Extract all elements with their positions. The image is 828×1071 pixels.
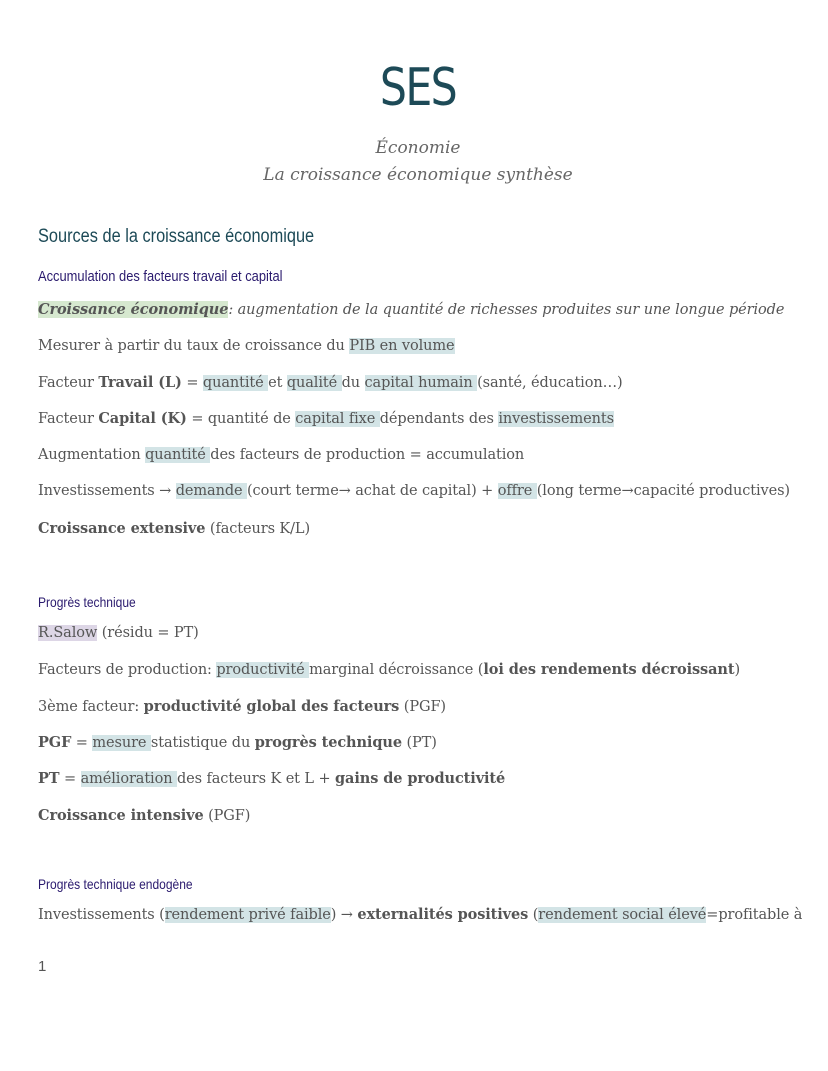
highlight: mesure bbox=[92, 735, 151, 751]
bold-text: PGF bbox=[38, 734, 72, 751]
paragraph-line bbox=[38, 698, 446, 715]
highlight: capital humain bbox=[364, 375, 478, 391]
text: et bbox=[268, 375, 287, 391]
bold-text: Capital (K) bbox=[98, 410, 187, 427]
paragraph-line bbox=[38, 447, 524, 463]
bold-text: loi des rendements décroissant bbox=[483, 661, 735, 678]
text: des facteurs de production = accumulation bbox=[210, 447, 525, 463]
paragraph-line bbox=[38, 483, 790, 499]
subject-line: Économie bbox=[375, 138, 461, 158]
text: marginal décroissance ( bbox=[309, 662, 484, 678]
page-number: 1 bbox=[38, 958, 47, 975]
paragraph-line bbox=[38, 625, 199, 641]
text: statistique du bbox=[150, 735, 255, 751]
text: = bbox=[59, 771, 81, 787]
subsection-heading-accumulation: Accumulation des facteurs travail et capital bbox=[38, 268, 283, 285]
bold-text: Travail (L) bbox=[98, 374, 182, 391]
bold-text: externalités positives bbox=[357, 906, 529, 923]
text: ) bbox=[734, 662, 740, 678]
text: Facteurs de production: bbox=[38, 662, 217, 678]
bold-text: Croissance extensive bbox=[38, 520, 206, 537]
definition-text: : augmentation de la quantité de richesses produites sur une longue période bbox=[228, 302, 785, 318]
paragraph-line bbox=[38, 520, 310, 537]
paragraph-line bbox=[38, 410, 614, 427]
page-title: SES bbox=[379, 58, 457, 118]
highlight: qualité bbox=[286, 375, 342, 391]
highlight: amélioration bbox=[80, 771, 177, 787]
text: du bbox=[341, 375, 365, 391]
text: Augmentation bbox=[38, 447, 146, 463]
paragraph-line bbox=[38, 734, 437, 751]
text: Facteur bbox=[38, 411, 99, 427]
bold-text: progrès technique bbox=[254, 734, 402, 751]
highlight: capital fixe bbox=[295, 411, 380, 427]
highlight: rendement social élevé bbox=[538, 907, 707, 923]
text: (PGF) bbox=[399, 699, 446, 715]
bold-text: Croissance intensive bbox=[38, 807, 204, 824]
text: (PT) bbox=[401, 735, 437, 751]
paragraph-line bbox=[38, 807, 250, 824]
text: (long terme→capacité productives) bbox=[536, 483, 790, 499]
section-heading: Sources de la croissance économique bbox=[38, 226, 315, 247]
text: ) → bbox=[330, 907, 358, 923]
subsection-heading-endogene: Progrès technique endogène bbox=[38, 876, 193, 892]
paragraph-line bbox=[38, 374, 623, 391]
subsection-heading-progres: Progrès technique bbox=[38, 594, 136, 610]
text: (PGF) bbox=[203, 808, 251, 824]
definition-line bbox=[38, 301, 784, 318]
text: Facteur bbox=[38, 375, 99, 391]
text: = quantité de bbox=[186, 411, 296, 427]
text: Mesurer à partir du taux de croissance du bbox=[38, 338, 350, 354]
text: (santé, éducation…) bbox=[477, 375, 623, 391]
bold-text: PT bbox=[38, 770, 60, 787]
definition-term: Croissance économique bbox=[38, 301, 229, 318]
paragraph-line bbox=[38, 338, 455, 354]
subtitle-line: La croissance économique synthèse bbox=[263, 165, 573, 185]
bold-text: gains de productivité bbox=[335, 770, 506, 787]
highlight: PIB en volume bbox=[349, 338, 455, 354]
paragraph-line bbox=[38, 661, 740, 678]
text: (facteurs K/L) bbox=[205, 521, 311, 537]
text: dépendants des bbox=[379, 411, 499, 427]
highlight: rendement privé faible bbox=[164, 907, 331, 923]
text: des facteurs K et L + bbox=[176, 771, 336, 787]
paragraph-line bbox=[38, 770, 505, 787]
text: = bbox=[71, 735, 93, 751]
bold-text: productivité global des facteurs bbox=[143, 698, 400, 715]
text: = bbox=[181, 375, 203, 391]
highlight: offre bbox=[497, 483, 537, 499]
highlight: investissements bbox=[498, 411, 614, 427]
highlight: productivité bbox=[216, 662, 310, 678]
text: (résidu = PT) bbox=[97, 625, 199, 641]
text: ( bbox=[528, 907, 539, 923]
text: 3ème facteur: bbox=[38, 699, 144, 715]
text: Investissements → bbox=[38, 483, 176, 499]
highlight: demande bbox=[175, 483, 247, 499]
text: (court terme→ achat de capital) + bbox=[247, 483, 498, 499]
paragraph-line bbox=[38, 906, 802, 923]
text: Investissements ( bbox=[38, 907, 165, 923]
text: =profitable à bbox=[706, 907, 803, 923]
highlight: quantité bbox=[202, 375, 269, 391]
highlight: R.Salow bbox=[38, 625, 98, 641]
highlight: quantité bbox=[145, 447, 211, 463]
